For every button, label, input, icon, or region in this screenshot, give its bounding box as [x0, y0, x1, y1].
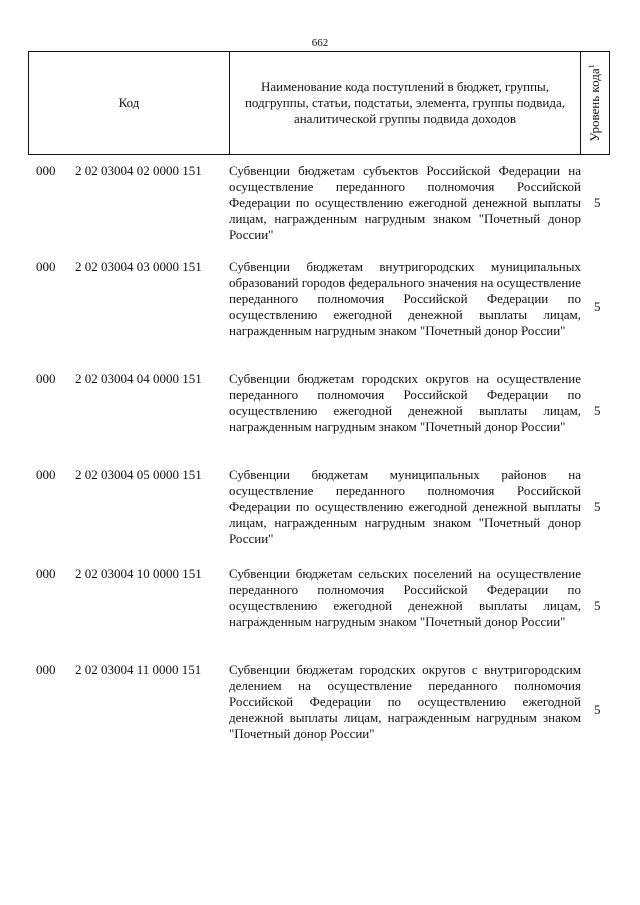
header-code: Код	[29, 52, 230, 154]
header-level-text: Уровень кода	[587, 68, 603, 142]
row-revenue-name: Субвенции бюджетам субъектов Российской Федерации на осуществление переданного полномочия Российской Федерации по осуществлению ежегодной денежной выплаты лицам, награжденным нагрудным знаком "Почетный донор России"	[229, 163, 581, 242]
row-revenue-name: Субвенции бюджетам муниципальных районов на осуществление переданного полномочия Российской Федерации по осуществлению ежегодной денежной выплаты лицам, награжденным нагрудным знаком "Почетный донор России"	[229, 467, 581, 546]
row-revenue-code: 2 02 03004 05 0000 151	[75, 467, 202, 482]
row-revenue-name: Субвенции бюджетам городских округов с внутригородским делением на осуществление переданного полномочия Российской Федерации по осуществлению ежегодной денежной выплаты лицам, награжденным нагрудным знаком "Почетный донор России"	[229, 662, 581, 741]
table-header	[28, 51, 610, 155]
row-code-level: 5	[594, 403, 601, 418]
row-admin-code: 000	[36, 163, 56, 178]
row-code-level: 5	[594, 598, 601, 613]
row-admin-code: 000	[36, 662, 56, 677]
header-name: Наименование кода поступлений в бюджет, группы, подгруппы, статьи, подстатьи, элемента, группы подвида, аналитической группы подвида доходов	[230, 52, 581, 154]
row-revenue-code: 2 02 03004 10 0000 151	[75, 566, 202, 581]
row-admin-code: 000	[36, 259, 56, 274]
row-code-level: 5	[594, 702, 601, 717]
row-admin-code: 000	[36, 467, 56, 482]
header-level	[581, 52, 609, 154]
row-code-level: 5	[594, 499, 601, 514]
row-revenue-name: Субвенции бюджетам городских округов на осуществление переданного полномочия Российской Федерации по осуществлению ежегодной денежной выплаты лицам, награжденным нагрудным знаком "Почетный донор России"	[229, 371, 581, 434]
page-number: 662	[311, 37, 329, 49]
row-code-level: 5	[594, 195, 601, 210]
row-revenue-code: 2 02 03004 03 0000 151	[75, 259, 202, 274]
row-revenue-code: 2 02 03004 11 0000 151	[75, 662, 202, 677]
header-level-label	[587, 64, 603, 141]
header-level-footnote: 1	[586, 64, 596, 69]
row-admin-code: 000	[36, 566, 56, 581]
row-revenue-code: 2 02 03004 02 0000 151	[75, 163, 202, 178]
row-code-level: 5	[594, 299, 601, 314]
row-revenue-name: Субвенции бюджетам внутригородских муниципальных образований городов федерального значения на осуществление переданного полномочия Российской Федерации по осуществлению ежегодной денежной выплаты лицам, награжденным нагрудным знаком "Почетный донор России"	[229, 259, 582, 338]
row-revenue-name: Субвенции бюджетам сельских поселений на осуществление переданного полномочия Российской Федерации по осуществлению ежегодной денежной выплаты лицам, награжденным нагрудным знаком "Почетный донор России"	[229, 566, 581, 629]
row-admin-code: 000	[36, 371, 56, 386]
row-revenue-code: 2 02 03004 04 0000 151	[75, 371, 202, 386]
